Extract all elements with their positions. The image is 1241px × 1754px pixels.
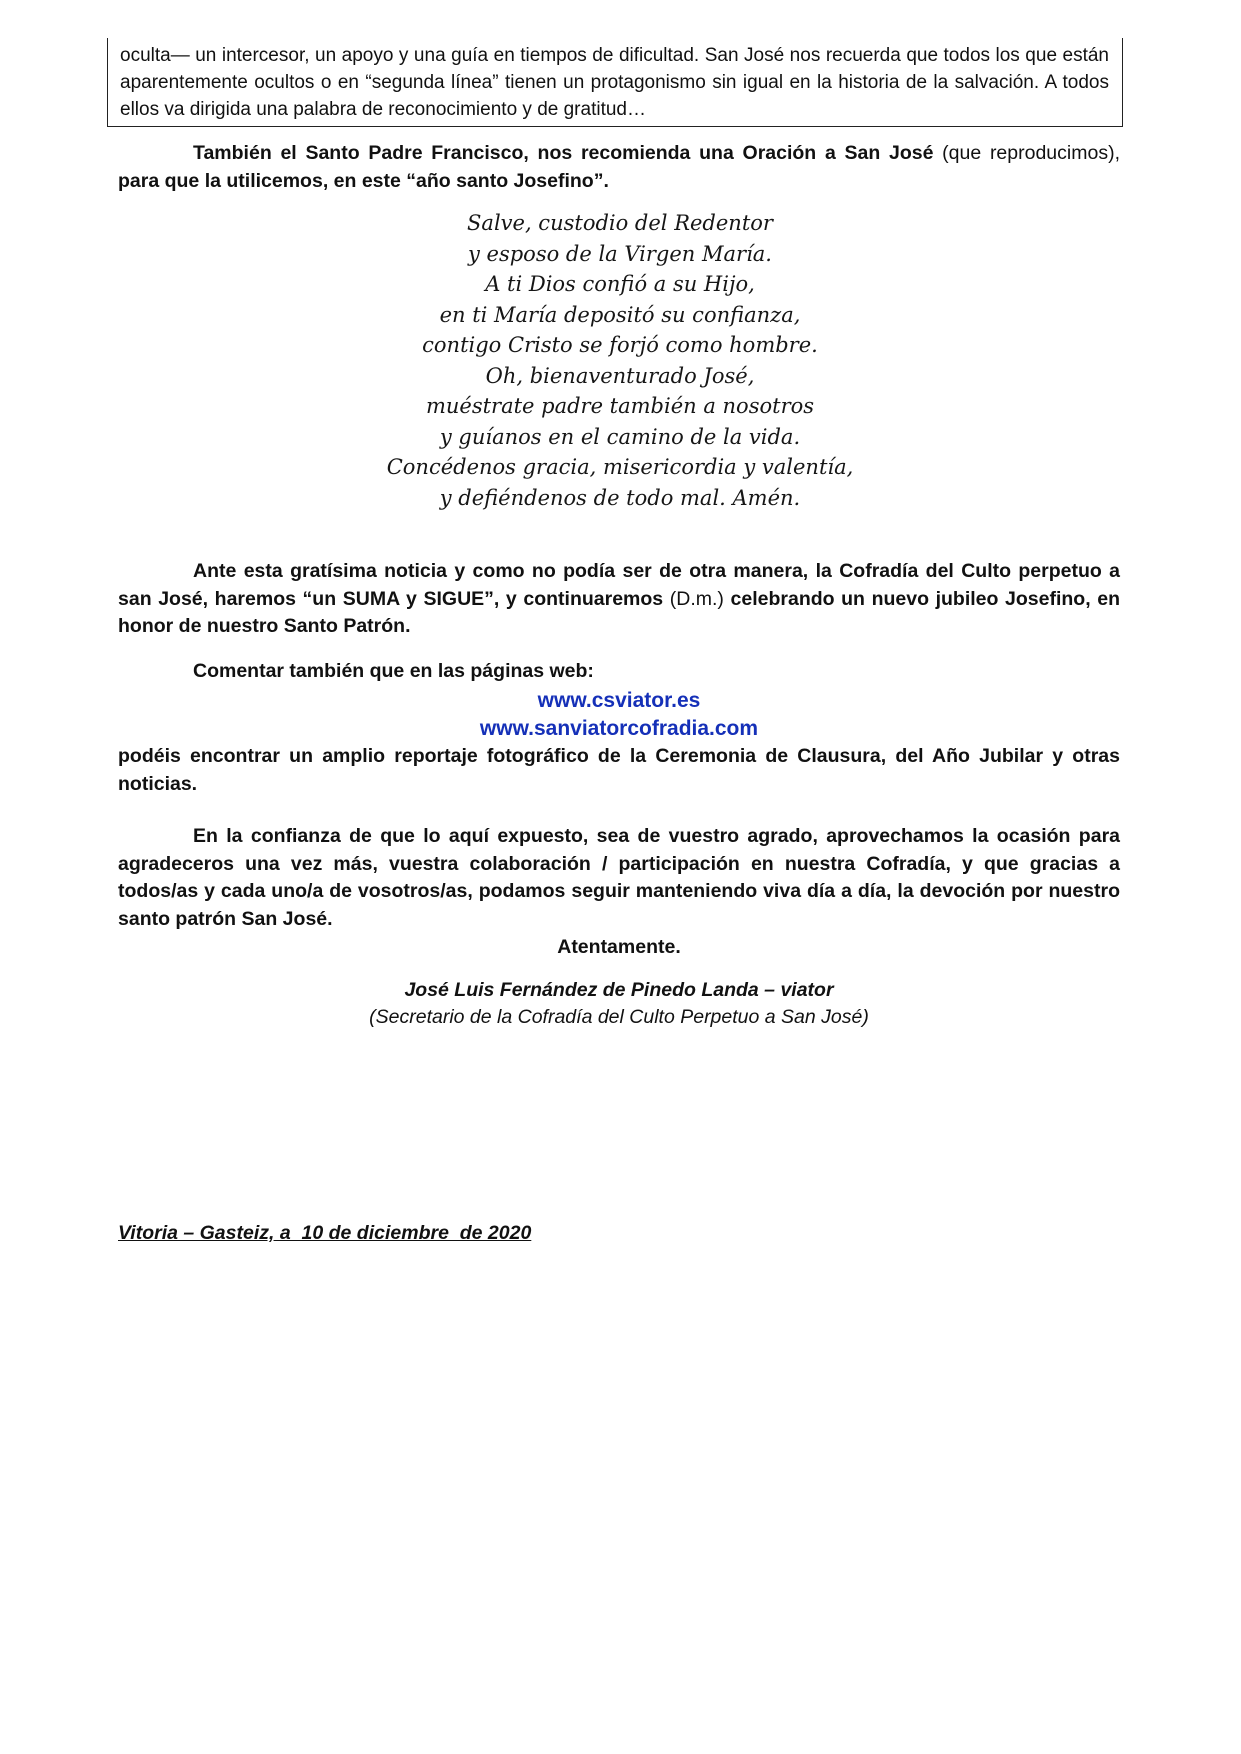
- prayer-intro-bold-a: También el Santo Padre Francisco, nos recomienda una Oración a San José: [193, 142, 934, 164]
- quote-box-text: oculta— un intercesor, un apoyo y una guía en tiempos de dificultad. San José nos recuerda que todos los que están aparentemente ocultos o en “segunda línea” tienen un protagonismo sin igual en la historia de la salvación. A todos ellos va dirigida una palabra de reconocimiento y de gratitud…: [120, 45, 1109, 120]
- signer-role: (Secretario de la Cofradía del Culto Perpetuo a San José): [369, 1006, 869, 1028]
- jubilee-bold-b: celebrando un nuevo jubileo Josefino, en honor de nuestro Santo Patrón.: [118, 587, 1120, 637]
- web-after-text: podéis encontrar un amplio reportaje fotográfico de la Ceremonia de Clausura, del Año Jubilar y otras noticias.: [118, 745, 1120, 795]
- prayer-text: [300, 208, 940, 513]
- quote-box: [107, 38, 1123, 127]
- signer-name: José Luis Fernández de Pinedo Landa – viator: [404, 979, 834, 1001]
- jubilee-normal: (D.m.): [663, 587, 731, 610]
- paragraph-prayer-intro: [118, 140, 1120, 195]
- link-csviator-text[interactable]: www.csviator.es: [537, 689, 701, 712]
- paragraph-thanks: [118, 823, 1120, 933]
- date-line: Vitoria – Gasteiz, a 10 de diciembre de 2020: [118, 1222, 532, 1244]
- prayer-line: Salve, custodio del Redentor: [467, 211, 773, 235]
- link-sanviatorcofradia[interactable]: [118, 715, 1120, 742]
- prayer-line: A ti Dios confió a su Hijo,: [485, 272, 755, 296]
- prayer-line: muéstrate padre también a nosotros: [425, 394, 815, 418]
- link-csviator[interactable]: [118, 687, 1120, 714]
- link-sanviatorcofradia-text[interactable]: www.sanviatorcofradia.com: [479, 717, 759, 740]
- paragraph-web-after: [118, 743, 1120, 798]
- web-intro-text: Comentar también que en las páginas web:: [193, 660, 594, 682]
- jubilee-bold-a: Ante esta gratísima noticia y como no podía ser de otra manera, la Cofradía del Culto perpetuo a san José, haremos “un SUMA y SIGUE”, y continuaremos: [118, 560, 1120, 610]
- prayer-line: en ti María depositó su confianza,: [439, 302, 801, 327]
- thanks-text: En la confianza de que lo aquí expuesto, sea de vuestro agrado, aprovechamos la ocasión para agradeceros una vez más, vuestra colaboración / participación en nuestra Cofradía, y que gracias a todos/as y cada uno/a de vosotros/as, podamos seguir manteniendo viva día a día, la devoción por nuestro santo patrón San José.: [118, 825, 1120, 930]
- prayer-line: contigo Cristo se forjó como hombre.: [422, 333, 818, 357]
- prayer-intro-normal: (que reproducimos),: [933, 142, 1120, 164]
- prayer-line: Oh, bienaventurado José,: [485, 363, 755, 388]
- prayer-line: y defiéndenos de todo mal. Amén.: [439, 485, 801, 510]
- paragraph-web-intro: [118, 658, 1120, 686]
- closing-salutation: Atentamente.: [557, 936, 681, 958]
- prayer-line: y esposo de la Virgen María.: [468, 241, 772, 266]
- prayer-intro-bold-b: para que la utilicemos, en este “año santo Josefino”.: [118, 169, 609, 192]
- prayer-line: Concédenos gracia, misericordia y valentía,: [386, 455, 854, 479]
- paragraph-jubilee: [118, 558, 1120, 641]
- prayer-line: y guíanos en el camino de la vida.: [439, 424, 801, 449]
